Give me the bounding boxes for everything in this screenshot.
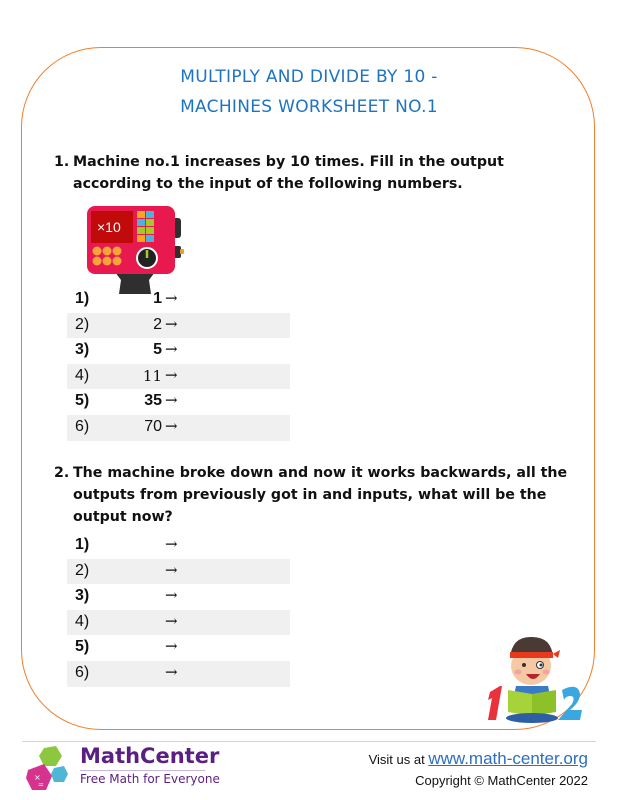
arrow-icon: → [165, 314, 178, 333]
arrow-icon: → [165, 535, 178, 553]
input-value: 1 [153, 290, 162, 307]
answer-row: 1) 1 → [75, 289, 178, 307]
brand-name: MathCenter [80, 744, 220, 768]
worksheet-title-line-1: MULTIPLY AND DIVIDE BY 10 - [180, 67, 438, 87]
footer-divider [22, 741, 596, 742]
question-2 [54, 462, 574, 528]
brand-tagline: Free Math for Everyone [80, 772, 220, 786]
answer-row: 2) 2 → [67, 313, 290, 339]
input-value: 35 [144, 392, 162, 410]
answer-row: 3) → [75, 586, 178, 605]
input-value: 5 [153, 341, 162, 359]
mathcenter-dice-logo-icon [26, 746, 74, 792]
question-text: Machine no.1 increases by 10 times. Fill in the output according to the input of the following numbers. [73, 154, 504, 192]
kid-reading-illustration-icon [486, 634, 586, 724]
answer-row: 3) 5 → [75, 340, 178, 359]
input-value: 70 [144, 417, 162, 435]
website-link[interactable]: www.math-center.org [428, 749, 588, 768]
svg-text:=: = [38, 781, 44, 789]
arrow-icon: → [165, 611, 178, 630]
question-text: The machine broke down and now it works backwards, all the outputs from previously got in and inputs, what will be the output now? [73, 465, 568, 525]
question-number: 2. [54, 465, 70, 481]
visit-prefix: Visit us at [368, 752, 429, 767]
answer-row: 4) → [67, 610, 290, 636]
multiply-machine-icon [85, 206, 185, 294]
answer-row: 5) 35 → [75, 391, 178, 410]
arrow-icon: → [165, 637, 178, 656]
arrow-icon: → [165, 416, 178, 435]
brand-underline [80, 770, 205, 771]
copyright-notice: Copyright © MathCenter 2022 [415, 773, 588, 788]
visit-us-line [369, 749, 588, 769]
arrow-icon: → [165, 289, 178, 307]
svg-text:×: × [34, 773, 41, 782]
arrow-icon: → [165, 391, 178, 410]
arrow-icon: → [165, 662, 178, 681]
arrow-icon: → [165, 365, 178, 384]
input-value: 11 [142, 366, 162, 385]
question-2-rows [67, 533, 290, 687]
arrow-icon: → [165, 586, 178, 605]
question-1-rows [67, 287, 290, 441]
arrow-icon: → [165, 340, 178, 359]
answer-row: 5) → [75, 637, 178, 656]
question-1 [54, 151, 574, 195]
answer-row: 2) → [67, 559, 290, 585]
machine-label: ×10 [97, 219, 121, 235]
worksheet-title-line-2: MACHINES WORKSHEET NO.1 [180, 97, 438, 117]
answer-row: 6) → [67, 661, 290, 687]
answer-row: 4) 11 → [67, 364, 290, 390]
question-number: 1. [54, 154, 70, 170]
arrow-icon: → [165, 560, 178, 579]
answer-row: 6) 70 → [67, 415, 290, 441]
input-value: 2 [153, 315, 162, 333]
answer-row: 1) → [75, 535, 178, 553]
